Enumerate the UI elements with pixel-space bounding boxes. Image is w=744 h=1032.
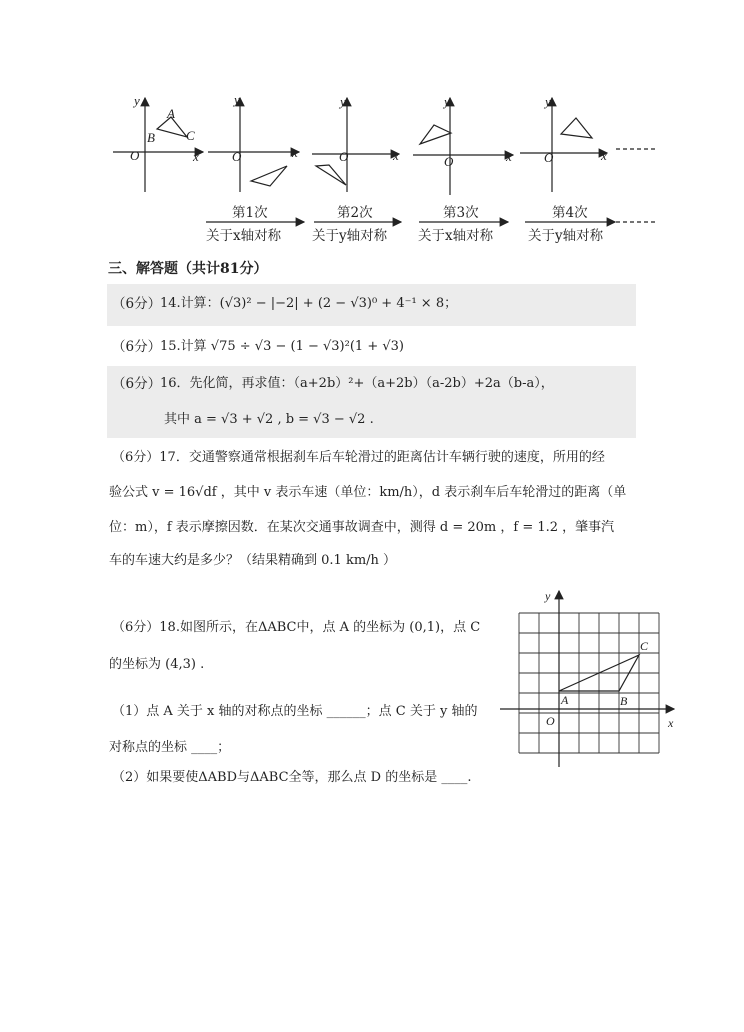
q18-line2: 的坐标为 (4,3) . <box>109 657 205 672</box>
grid-origin-label: O <box>546 714 555 728</box>
q17-line2: 验公式 v = 16√df ，其中 v 表示车速（单位：km/h），d 表示刹车后车轮滑过的距离（单 <box>109 485 627 500</box>
step-4-count: 第4次 <box>552 205 588 221</box>
q16-question-line2: 其中 a = √3 + √2 , b = √3 − √2 . <box>164 412 374 427</box>
axis-x-label-3: x <box>393 148 399 163</box>
axis-x-label-4: x <box>506 149 512 164</box>
origin-label-3: O <box>339 149 349 164</box>
q14-score: （6分） <box>112 296 162 312</box>
grid-vertex-b-label: B <box>620 694 628 708</box>
axis-y-label-3: y <box>340 94 346 109</box>
section-title: 三、解答题（共计81分） <box>108 261 268 277</box>
axis-x-label-1: x <box>193 149 199 164</box>
q15-score: （6分） <box>112 339 162 355</box>
q16-question-line1: 16．先化简，再求值：（a+2b）²+（a+2b）（a-2b）+2a（b-a）， <box>160 376 554 391</box>
step-4-desc: 关于y轴对称 <box>528 228 604 244</box>
axis-y-label-4: y <box>444 94 450 109</box>
grid-vertex-a-label: A <box>561 693 569 707</box>
axis-x-label-5: x <box>601 148 607 163</box>
q15-question: 15.计算 √75 ÷ √3 − (1 − √3)²(1 + √3) <box>160 339 404 354</box>
q17-line1: （6分）17．交通警察通常根据刹车后车轮滑过的距离估计车辆行驶的速度，所用的经 <box>112 450 605 465</box>
q14-question: 14.计算：(√3)² − |−2| + (2 − √3)⁰ + 4⁻¹ × 8； <box>160 296 458 311</box>
q18-part1-line1: （1）点 A 关于 x 轴的对称点的坐标 ______；点 C 关于 y 轴的 <box>112 704 478 719</box>
origin-label-2: O <box>232 149 242 164</box>
step-3-count: 第3次 <box>443 205 479 221</box>
grid-axis-x-label: x <box>668 716 674 730</box>
q16-score: （6分） <box>112 376 162 392</box>
axis-y-label-5: y <box>545 94 551 109</box>
grid-axis-y-label: y <box>545 589 551 603</box>
axis-y-label-2: y <box>234 92 240 107</box>
grid-vertex-c-label: C <box>640 639 649 653</box>
step-3-desc: 关于x轴对称 <box>418 228 494 244</box>
step-1-count: 第1次 <box>232 205 268 221</box>
q17-line4: 车的车速大约是多少？（结果精确到 0.1 km/h ） <box>109 553 397 568</box>
q17-line3: 位：m），f 表示摩擦因数．在某次交通事故调查中，测得 d = 20m ，f = 1.2 ，肇事汽 <box>109 520 615 535</box>
step-1-desc: 关于x轴对称 <box>206 228 282 244</box>
coordinate-grid-figure <box>500 585 690 770</box>
vertex-a-label: A <box>167 106 175 121</box>
q18-part1-line2: 对称点的坐标 ____； <box>109 740 231 755</box>
origin-label-4: O <box>444 154 454 169</box>
step-2-count: 第2次 <box>337 205 373 221</box>
axis-x-label-2: x <box>292 145 298 160</box>
q18-part2: （2）如果要使ΔABD与ΔABC全等，那么点 D 的坐标是 ____. <box>112 770 472 785</box>
vertex-b-label: B <box>147 130 155 145</box>
origin-label-1: O <box>130 148 140 163</box>
axis-y-label-1: y <box>134 93 140 108</box>
origin-label-5: O <box>544 150 554 165</box>
q18-line1: （6分）18.如图所示，在ΔABC中，点 A 的坐标为 (0,1)，点 C <box>112 620 481 635</box>
vertex-c-label: C <box>186 128 195 143</box>
step-2-desc: 关于y轴对称 <box>312 228 388 244</box>
